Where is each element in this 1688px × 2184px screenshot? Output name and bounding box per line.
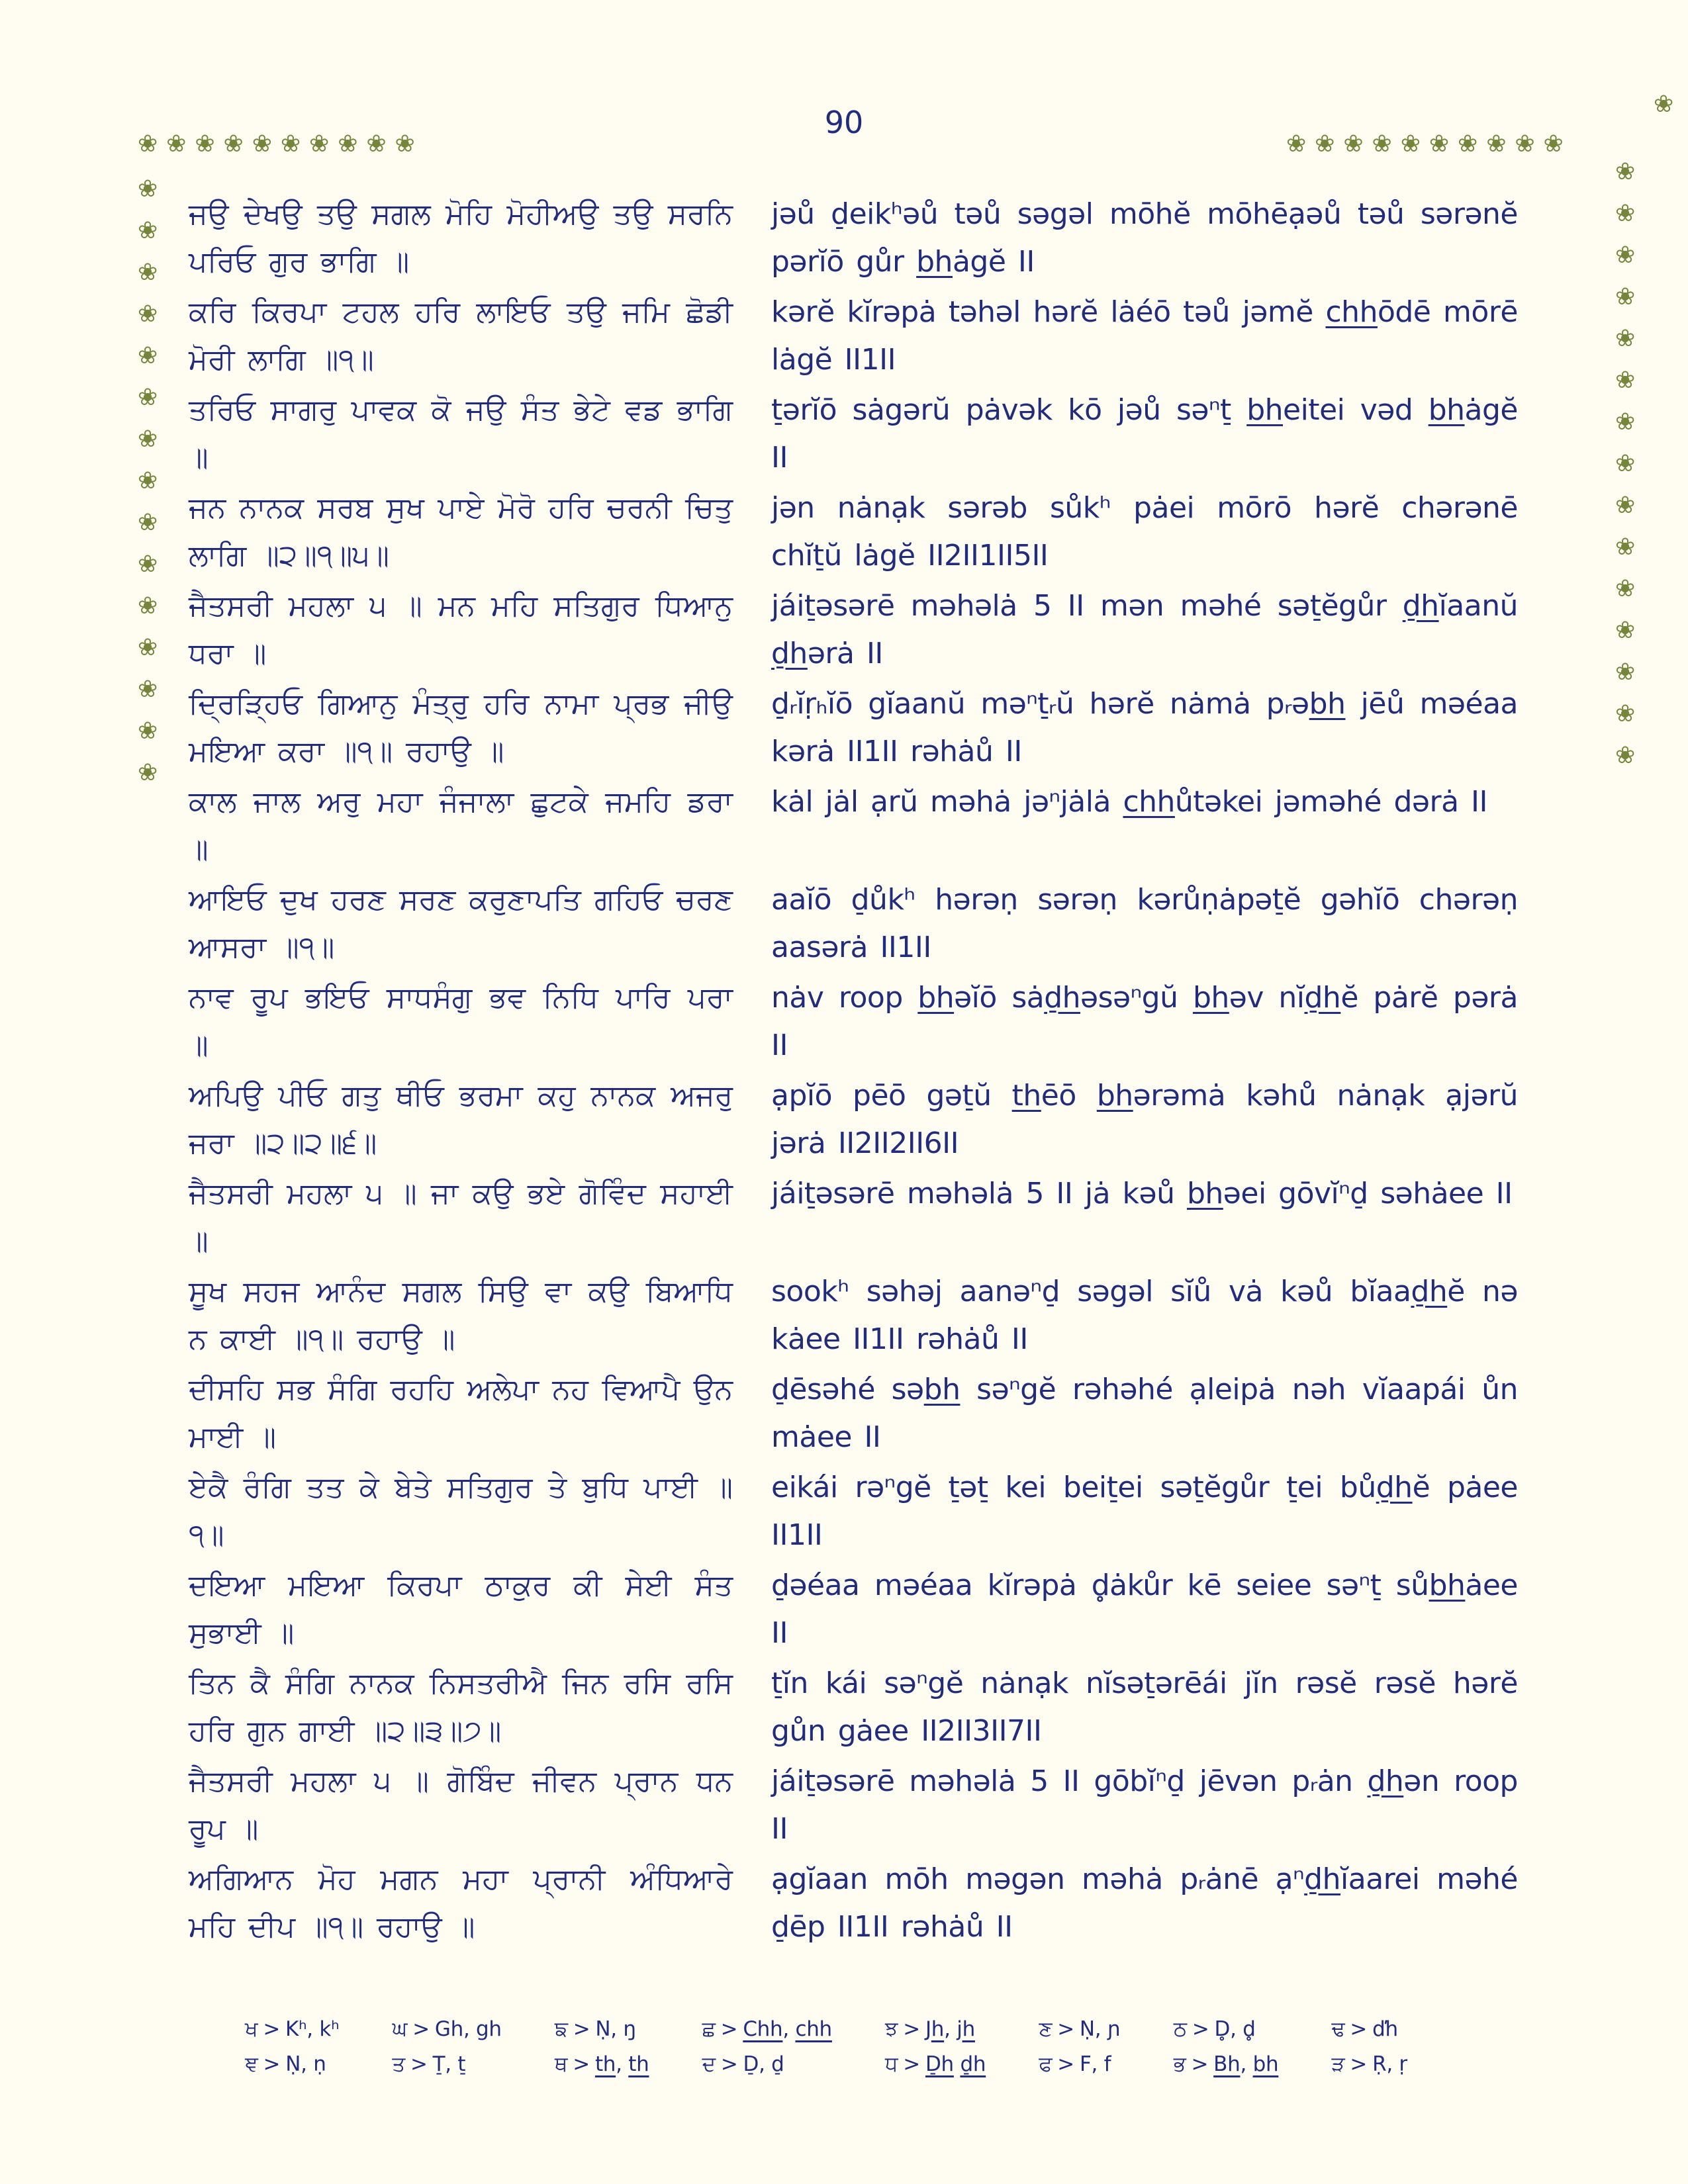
flower-icon: ❀ (138, 717, 158, 745)
flower-icon: ❀ (1486, 130, 1507, 158)
flower-icon: ❀ (138, 259, 158, 286)
roman-transliteration-text: jən nȧnạk sərəb sůkʰ pȧei mōrō hərĕ chərənē chĭt̠ŭ lȧgĕ II2II1II5II (771, 491, 1518, 572)
legend-arrow: > (263, 2017, 281, 2041)
gurmukhi-text: ਦੀਸਹਿ ਸਭ ਸੰਗਿ ਰਹਹਿ ਅਲੇਪਾ ਨਹ ਵਿਆਪੈ ਉਨ ਮਾਈ ॥ (189, 1373, 733, 1454)
roman-transliteration-text: t̠ərĭō sȧgərŭ pȧvək kō jəů səⁿt̠ bheitei vəd bhȧgĕ II (771, 393, 1518, 475)
gurmukhi-text: ਜੈਤਸਰੀ ਮਹਲਾ ੫ ॥ ਮਨ ਮਹਿ ਸਤਿਗੁਰ ਧਿਆਨੁ ਧਰਾ ॥ (189, 589, 733, 670)
flower-icon: ❀ (138, 300, 158, 328)
flower-icon: ❀ (1615, 742, 1636, 769)
flower-icon: ❀ (1615, 158, 1636, 185)
legend-item (1039, 2017, 1143, 2042)
flower-icon: ❀ (138, 634, 158, 661)
flower-icon: ❀ (138, 342, 158, 369)
transliteration-legend (245, 2017, 1430, 2077)
flower-icon: ❀ (1543, 130, 1564, 158)
legend-item (555, 2052, 672, 2077)
flower-icon: ❀ (1343, 130, 1364, 158)
legend-roman-value: Ṇ, ŋ (595, 2017, 636, 2041)
legend-gurmukhi-letter: ਞ (245, 2052, 258, 2076)
flower-icon: ❀ (223, 130, 244, 158)
legend-item (392, 2017, 524, 2042)
legend-arrow: > (263, 2052, 281, 2076)
legend-roman-value: th, th (594, 2052, 649, 2076)
legend-item (1039, 2052, 1143, 2077)
flower-icon: ❀ (1615, 367, 1636, 394)
ornament-row-top-right (1286, 132, 1564, 156)
legend-gurmukhi-letter: ਣ (1039, 2017, 1053, 2041)
verse-row (189, 387, 1519, 482)
gurmukhi-text: ਏਕੈ ਰੰਗਿ ਤਤ ਕੇ ਬੇਤੇ ਸਤਿਗੁਰ ਤੇ ਬੁਧਿ ਪਾਈ ॥੧॥ (189, 1471, 733, 1552)
verse-row (189, 680, 1519, 776)
gurmukhi-text: ਆਇਓ ਦੁਖ ਹਰਣ ਸਰਣ ਕਰੁਣਾਪਤਿ ਗਹਿਓ ਚਰਣ ਆਸਰਾ ॥੧॥ (189, 883, 733, 964)
verse-row (189, 974, 1519, 1069)
legend-arrow: > (720, 2017, 738, 2041)
ornament-column-left (138, 177, 158, 785)
verse-row (189, 778, 1519, 874)
flower-icon: ❀ (1615, 283, 1636, 310)
legend-arrow: > (903, 2052, 920, 2076)
roman-transliteration-text: eikái rəⁿgĕ t̠ət̠ kei beit̠ei sət̠ĕgůr t̠ei bůd̠hĕ pȧee II1II (771, 1471, 1518, 1552)
flower-icon: ❀ (1615, 242, 1636, 269)
legend-gurmukhi-letter: ਙ (554, 2017, 568, 2041)
roman-transliteration-text: ạgĭaan mōh məgən məhȧ pᵣȧnē ạⁿd̠hĭaarei məhé d̠ēp II1II rəhȧů II (771, 1862, 1519, 1944)
legend-arrow: > (1057, 2052, 1074, 2076)
gurmukhi-text: ਤਿਨ ਕੈ ਸੰਗਿ ਨਾਨਕ ਨਿਸਤਰੀਐ ਜਿਨ ਰਸਿ ਰਸਿ ਹਰਿ ਗੁਨ ਗਾਈ ॥੨॥੩॥੭॥ (189, 1666, 733, 1748)
verse-row (189, 1170, 1519, 1265)
flower-icon: ❀ (138, 384, 158, 411)
flower-icon: ❀ (280, 130, 301, 158)
legend-item (1174, 2017, 1301, 2042)
gurmukhi-text: ਜੈਤਸਰੀ ਮਹਲਾ ੫ ॥ ਜਾ ਕਉ ਭਏ ਗੋਵਿੰਦ ਸਹਾਈ ॥ (189, 1177, 733, 1258)
verse-row (189, 1856, 1519, 1951)
legend-item (1331, 2017, 1430, 2042)
roman-transliteration-text: kȧl jȧl ạrŭ məhȧ jəⁿjȧlȧ chhůtəkei jəməhé dərȧ II (771, 785, 1487, 819)
legend-roman-value: D̥, d̥ (1214, 2017, 1256, 2041)
legend-arrow: > (1192, 2017, 1209, 2041)
flower-icon: ❀ (138, 509, 158, 536)
gurmukhi-text: ਅਗਿਆਨ ਮੋਹ ਮਗਨ ਮਹਾ ਪ੍ਰਾਨੀ ਅੰਧਿਆਰੇ ਮਹਿ ਦੀਪ ॥੧॥ ਰਹਾਉ ॥ (189, 1862, 733, 1944)
flower-icon: ❀ (1615, 450, 1636, 477)
legend-roman-value: F, f (1079, 2052, 1111, 2076)
flower-icon: ❀ (138, 467, 158, 494)
roman-transliteration-text: t̠ĭn kái səⁿgĕ nȧnạk nĭsət̠ərēái jĭn rəsĕ rəsĕ hərĕ gůn gȧee II2II3II7II (771, 1666, 1518, 1748)
verse-row (189, 191, 1519, 286)
flower-icon: ❀ (195, 130, 215, 158)
roman-transliteration-text: jəů d̠eikʰəů təů səgəl mōhĕ mōhēạəů təů sərənĕ pərĭō gůr bhȧgĕ II (771, 197, 1518, 279)
legend-roman-value: Jh, jh (925, 2017, 975, 2041)
ornament-corner (1654, 93, 1673, 116)
flower-icon: ❀ (138, 592, 158, 619)
legend-roman-value: Ṇ, ṇ (285, 2052, 326, 2076)
verse-row (189, 1366, 1519, 1461)
legend-item (885, 2052, 1008, 2077)
legend-item (555, 2017, 672, 2042)
gurmukhi-text: ਜਉ ਦੇਖਉ ਤਉ ਸਗਲ ਮੋਹਿ ਮੋਹੀਅਉ ਤਉ ਸਰਨਿ ਪਰਿਓ ਗੁਰ ਭਾਗਿ ॥ (189, 197, 733, 279)
legend-gurmukhi-letter: ਭ (1173, 2052, 1186, 2076)
flower-icon: ❀ (1615, 200, 1636, 227)
flower-icon: ❀ (1615, 408, 1636, 435)
legend-roman-value: D̠, d̠ (743, 2052, 784, 2076)
flower-icon: ❀ (309, 130, 330, 158)
gurmukhi-text: ਸੂਖ ਸਹਜ ਆਨੰਦ ਸਗਲ ਸਿਉ ਵਾ ਕਉ ਬਿਆਧਿ ਨ ਕਾਈ ॥੧॥ ਰਹਾਉ ॥ (189, 1275, 733, 1356)
roman-transliteration-text: jáit̠əsərē məhəlȧ 5 II mən məhé sət̠ĕgůr d̠hĭaanŭ d̠hərȧ II (771, 589, 1518, 670)
verse-row (189, 582, 1519, 678)
roman-transliteration-text: nȧv roop bhəĭō sȧd̠həsəⁿgŭ bhəv nĭd̠hĕ pȧrĕ pərȧ II (771, 981, 1518, 1062)
verse-list (189, 191, 1519, 1954)
legend-gurmukhi-letter: ਠ (1173, 2017, 1187, 2041)
legend-arrow: > (903, 2017, 920, 2041)
roman-transliteration-text: jáit̠əsərē məhəlȧ 5 II gōbĭⁿd̠ jēvən pᵣȧn d̠hən roop II (771, 1764, 1518, 1846)
legend-item (392, 2052, 524, 2077)
flower-icon: ❀ (1315, 130, 1335, 158)
legend-roman-value: T̠, t̠ (432, 2052, 466, 2076)
flower-icon: ❀ (166, 130, 187, 158)
legend-roman-value: D̠h d̠h (925, 2052, 986, 2076)
flower-icon: ❀ (1615, 659, 1636, 686)
legend-gurmukhi-letter: ਝ (885, 2017, 898, 2041)
roman-transliteration-text: ạpĭō pēō gət̠ŭ thēō bhərəmȧ kəhů nȧnạk ạjərŭ jərȧ II2II2II6II (771, 1079, 1518, 1160)
flower-icon: ❀ (1615, 325, 1636, 352)
roman-transliteration-text: d̠əéaa məéaa kĭrəpȧ d̥ȧkůr kē seiee səⁿt̠ sůbhȧee II (771, 1569, 1518, 1650)
legend-item (702, 2017, 855, 2042)
flower-icon: ❀ (138, 130, 158, 158)
legend-gurmukhi-letter: ਛ (702, 2017, 716, 2041)
flower-icon: ❀ (1615, 700, 1636, 727)
flower-icon: ❀ (138, 426, 158, 453)
gurmukhi-text: ਅਪਿਉ ਪੀਓ ਗਤੁ ਥੀਓ ਭਰਮਾ ਕਹੁ ਨਾਨਕ ਅਜਰੁ ਜਰਾ ॥੨॥੨॥੬॥ (189, 1079, 733, 1160)
ornament-row-top-left (138, 132, 415, 156)
legend-item (702, 2052, 855, 2077)
legend-item (885, 2017, 1008, 2042)
legend-arrow: > (412, 2017, 430, 2041)
gurmukhi-text: ਕਰਿ ਕਿਰਪਾ ਟਹਲ ਹਰਿ ਲਾਇਓ ਤਉ ਜਮਿ ਛੋਡੀ ਮੋਰੀ ਲਾਗਿ ॥੧॥ (189, 295, 733, 377)
flower-icon: ❀ (252, 130, 272, 158)
legend-roman-value: Bh, bh (1213, 2052, 1279, 2076)
legend-gurmukhi-letter: ਫ (1039, 2052, 1053, 2076)
flower-icon: ❀ (1372, 130, 1392, 158)
legend-gurmukhi-letter: ੜ (1331, 2052, 1345, 2076)
legend-gurmukhi-letter: ਘ (392, 2017, 408, 2041)
flower-icon: ❀ (1286, 130, 1307, 158)
legend-roman-value: Ṇ, ɲ (1079, 2017, 1121, 2041)
verse-row (189, 1562, 1519, 1657)
flower-icon: ❀ (1615, 492, 1636, 519)
gurmukhi-text: ਦ੍ਰਿੜ੍ਹਿਓ ਗਿਆਨੁ ਮੰਤ੍ਰੁ ਹਰਿ ਨਾਮਾ ਪ੍ਰਭ ਜੀਉ ਮਇਆ ਕਰਾ ॥੧॥ ਰਹਾਉ ॥ (189, 687, 733, 768)
legend-roman-value: ďh (1372, 2017, 1398, 2041)
gurmukhi-text: ਕਾਲ ਜਾਲ ਅਰੁ ਮਹਾ ਜੰਜਾਲਾ ਛੁਟਕੇ ਜਮਹਿ ਡਰਾ ॥ (189, 785, 733, 866)
legend-roman-value: Ṛ, ṛ (1372, 2052, 1407, 2076)
legend-roman-value: Chh, chh (743, 2017, 832, 2041)
flower-icon: ❀ (1429, 130, 1450, 158)
verse-row (189, 1758, 1519, 1853)
gurmukhi-text: ਦਇਆ ਮਇਆ ਕਿਰਪਾ ਠਾਕੁਰ ਕੀ ਸੇਈ ਸੰਤ ਸੁਭਾਈ ॥ (189, 1569, 733, 1650)
verse-row (189, 1660, 1519, 1755)
flower-icon: ❀ (138, 175, 158, 203)
flower-icon: ❀ (1458, 130, 1478, 158)
legend-item (1174, 2052, 1301, 2077)
verse-row (189, 1268, 1519, 1363)
flower-icon: ❀ (1615, 533, 1636, 561)
flower-icon: ❀ (366, 130, 387, 158)
flower-icon: ❀ (138, 759, 158, 786)
roman-transliteration-text: sookʰ səhəj aanəⁿd̠ səgəl sĭů vȧ kəů bĭaad̠hĕ nə kȧee II1II rəhȧů II (771, 1275, 1519, 1356)
roman-transliteration-text: jáit̠əsərē məhəlȧ 5 II jȧ kəů bhəei gōvĭⁿd̠ səhȧee II (771, 1177, 1513, 1210)
gurmukhi-text: ਜਨ ਨਾਨਕ ਸਰਬ ਸੁਖ ਪਾਏ ਮੋਰੋ ਹਰਿ ਚਰਨੀ ਚਿਤੁ ਲਾਗਿ ॥੨॥੧॥੫॥ (189, 491, 733, 572)
flower-icon: ❀ (1654, 91, 1674, 118)
verse-row (189, 1464, 1519, 1559)
legend-item (245, 2052, 361, 2077)
legend-arrow: > (573, 2017, 590, 2041)
legend-gurmukhi-letter: ਥ (554, 2052, 568, 2076)
roman-transliteration-text: d̠ēsəhé səbh səⁿgĕ rəhəhé ạleipȧ nəh vĭaapái ůn mȧee II (771, 1373, 1518, 1454)
verse-row (189, 1072, 1519, 1167)
roman-transliteration-text: d̠ᵣĭṛₕĭō gĭaanŭ məⁿt̠ᵣŭ hərĕ nȧmȧ pᵣəbh jēů məéaa kərȧ II1II rəhȧů II (771, 687, 1518, 768)
legend-arrow: > (1057, 2017, 1074, 2041)
verse-row (189, 484, 1519, 580)
flower-icon: ❀ (1515, 130, 1535, 158)
gurmukhi-text: ਤਰਿਓ ਸਾਗਰੁ ਪਾਵਕ ਕੋ ਜਉ ਸੰਤ ਭੇਟੇ ਵਡ ਭਾਗਿ ॥ (189, 393, 733, 475)
legend-gurmukhi-letter: ਖ (245, 2017, 258, 2041)
page-number: 90 (824, 105, 864, 140)
gurmukhi-text: ਜੈਤਸਰੀ ਮਹਲਾ ੫ ॥ ਗੋਬਿੰਦ ਜੀਵਨ ਪ੍ਰਾਨ ਧਨ ਰੂਪ ॥ (189, 1764, 733, 1846)
flower-icon: ❀ (138, 676, 158, 703)
gurmukhi-text: ਨਾਵ ਰੂਪ ਭਇਓ ਸਾਧਸੰਗੁ ਭਵ ਨਿਧਿ ਪਾਰਿ ਪਰਾ ॥ (189, 981, 733, 1062)
roman-transliteration-text: kərĕ kĭrəpȧ təhəl hərĕ lȧéō təů jəmĕ chhōdē mōrē lȧgĕ II1II (771, 295, 1518, 377)
legend-roman-value: Kʰ, kʰ (285, 2017, 340, 2041)
verse-row (189, 876, 1519, 972)
legend-gurmukhi-letter: ਢ (1331, 2017, 1345, 2041)
legend-arrow: > (1191, 2052, 1209, 2076)
flower-icon: ❀ (1615, 617, 1636, 644)
legend-arrow: > (1350, 2017, 1368, 2041)
legend-gurmukhi-letter: ਧ (885, 2052, 898, 2076)
flower-icon: ❀ (395, 130, 415, 158)
legend-gurmukhi-letter: ਤ (392, 2052, 405, 2076)
flower-icon: ❀ (138, 217, 158, 244)
verse-row (189, 289, 1519, 384)
ornament-column-right (1615, 160, 1635, 768)
legend-arrow: > (720, 2052, 738, 2076)
roman-transliteration-text: aaĭō d̠ůkʰ hərəṇ sərəṇ kərůṇȧpət̠ĕ gəhĭō chərəṇ aasərȧ II1II (771, 883, 1518, 964)
legend-item (1331, 2052, 1430, 2077)
flower-icon: ❀ (1400, 130, 1421, 158)
flower-icon: ❀ (1615, 575, 1636, 602)
legend-arrow: > (410, 2052, 428, 2076)
legend-arrow: > (1350, 2052, 1368, 2076)
flower-icon: ❀ (338, 130, 358, 158)
flower-icon: ❀ (138, 551, 158, 578)
legend-arrow: > (573, 2052, 590, 2076)
legend-roman-value: Gh, gh (434, 2017, 502, 2041)
legend-gurmukhi-letter: ਦ (702, 2052, 716, 2076)
legend-item (245, 2017, 361, 2042)
